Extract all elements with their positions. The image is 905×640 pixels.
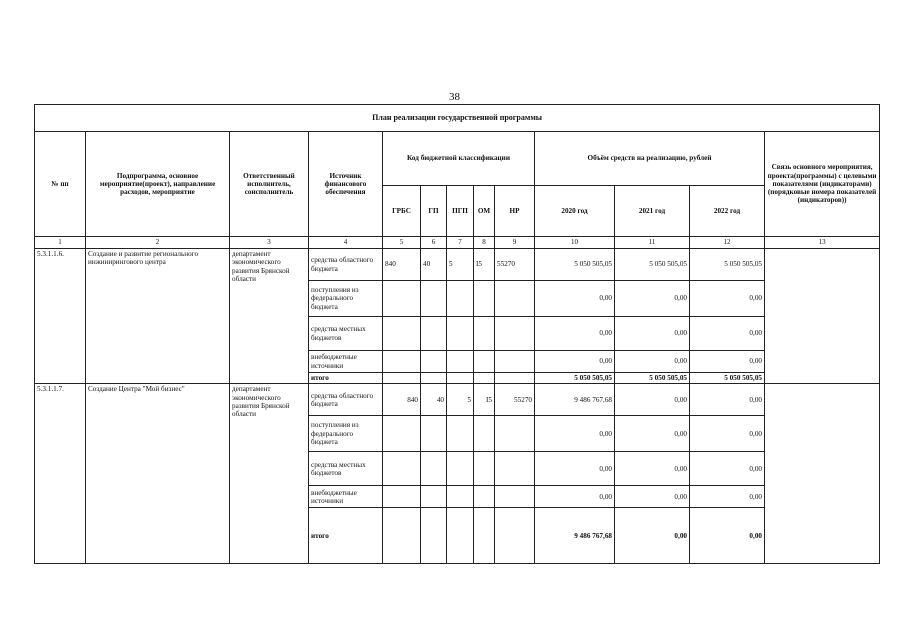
header-program: Подпрограмма, основное мероприятие(проект), направление расходов, мероприятие: [86, 132, 230, 237]
value-2021: 0,00: [615, 416, 690, 452]
grbs-cell: [383, 281, 421, 317]
grbs-cell: [383, 508, 421, 564]
header-om: ОМ: [474, 186, 495, 237]
link-cell: [765, 249, 880, 384]
value-2020: 0,00: [535, 486, 615, 508]
value-2022: 0,00: [690, 452, 765, 486]
column-number: 3: [230, 237, 309, 249]
nr-cell: 55270: [495, 249, 535, 281]
nr-cell: [495, 452, 535, 486]
value-2022: 0,00: [690, 384, 765, 416]
source-cell: поступления из федерального бюджета: [309, 281, 383, 317]
header-gp: ГП: [421, 186, 447, 237]
pgp-cell: [447, 486, 474, 508]
column-number: 1: [35, 237, 86, 249]
header-2021: 2021 год: [615, 186, 690, 237]
source-cell: средства местных бюджетов: [309, 452, 383, 486]
value-2022: 0,00: [690, 508, 765, 564]
header-2022: 2022 год: [690, 186, 765, 237]
program-plan-table: [34, 104, 880, 564]
pgp-cell: [447, 317, 474, 351]
header-link: Связь основного мероприятия, проекта(программы) с целевыми показателями (индикаторами) (порядковые номера показателей (индикаторов)): [765, 132, 880, 237]
value-2022: 0,00: [690, 281, 765, 317]
value-2021: 0,00: [615, 281, 690, 317]
value-2020: 5 050 505,05: [535, 373, 615, 384]
pgp-cell: [447, 452, 474, 486]
om-cell: [474, 373, 495, 384]
value-2021: 0,00: [615, 351, 690, 373]
entry-code: 5.3.1.1.6.: [35, 249, 86, 384]
value-2021: 0,00: [615, 317, 690, 351]
table-title: План реализации государственной программы: [35, 105, 880, 132]
header-2020: 2020 год: [535, 186, 615, 237]
value-2020: 0,00: [535, 317, 615, 351]
pgp-cell: [447, 281, 474, 317]
entry-responsible: департамент экономического развития Брянской области: [230, 249, 309, 384]
column-number: 9: [495, 237, 535, 249]
pgp-cell: [447, 508, 474, 564]
source-cell: средства областного бюджета: [309, 249, 383, 281]
grbs-cell: 840: [383, 384, 421, 416]
value-2021: 5 050 505,05: [615, 249, 690, 281]
table-row: [35, 384, 880, 416]
entry-name: Создание и развитие регионального инжинирингового центра: [86, 249, 230, 384]
header-budget-code: Код бюджетной классификации: [383, 132, 535, 186]
nr-cell: [495, 416, 535, 452]
header-pgp: ПГП: [447, 186, 474, 237]
gp-cell: 40: [421, 249, 447, 281]
om-cell: [474, 351, 495, 373]
column-number: 2: [86, 237, 230, 249]
nr-cell: [495, 508, 535, 564]
nr-cell: [495, 317, 535, 351]
entry-code: 5.3.1.1.7.: [35, 384, 86, 564]
nr-cell: [495, 373, 535, 384]
grbs-cell: [383, 452, 421, 486]
gp-cell: [421, 317, 447, 351]
om-cell: [474, 416, 495, 452]
value-2022: 0,00: [690, 416, 765, 452]
entry-name: Создание Центра "Мой бизнес": [86, 384, 230, 564]
column-number: 12: [690, 237, 765, 249]
column-number: 13: [765, 237, 880, 249]
gp-cell: [421, 452, 447, 486]
value-2020: 0,00: [535, 416, 615, 452]
source-cell: поступления из федерального бюджета: [309, 416, 383, 452]
source-cell: внебюджетные источники: [309, 486, 383, 508]
table-row: [35, 249, 880, 281]
gp-cell: 40: [421, 384, 447, 416]
grbs-cell: [383, 486, 421, 508]
value-2022: 0,00: [690, 486, 765, 508]
value-2020: 0,00: [535, 281, 615, 317]
pgp-cell: [447, 416, 474, 452]
om-cell: I5: [474, 384, 495, 416]
gp-cell: [421, 508, 447, 564]
value-2020: 9 486 767,68: [535, 508, 615, 564]
gp-cell: [421, 281, 447, 317]
value-2020: 9 486 767,68: [535, 384, 615, 416]
nr-cell: [495, 351, 535, 373]
value-2022: 5 050 505,05: [690, 373, 765, 384]
gp-cell: [421, 351, 447, 373]
gp-cell: [421, 416, 447, 452]
value-2021: 0,00: [615, 452, 690, 486]
grbs-cell: [383, 351, 421, 373]
value-2021: 0,00: [615, 486, 690, 508]
entry-responsible: департамент экономического развития Брянской области: [230, 384, 309, 564]
pgp-cell: [447, 373, 474, 384]
grbs-cell: [383, 416, 421, 452]
source-cell: итого: [309, 508, 383, 564]
column-number: 8: [474, 237, 495, 249]
column-number: 4: [309, 237, 383, 249]
source-cell: итого: [309, 373, 383, 384]
grbs-cell: [383, 373, 421, 384]
source-cell: средства областного бюджета: [309, 384, 383, 416]
header-volume: Объём средств на реализацию, рублей: [535, 132, 765, 186]
om-cell: [474, 452, 495, 486]
value-2020: 0,00: [535, 351, 615, 373]
pgp-cell: 5: [447, 384, 474, 416]
column-number: 7: [447, 237, 474, 249]
column-numbers-row: [35, 237, 880, 249]
value-2021: 0,00: [615, 384, 690, 416]
gp-cell: [421, 486, 447, 508]
value-2021: 5 050 505,05: [615, 373, 690, 384]
source-cell: средства местных бюджетов: [309, 317, 383, 351]
pgp-cell: [447, 351, 474, 373]
pgp-cell: 5: [447, 249, 474, 281]
page-number: 38: [449, 91, 460, 103]
header-source: Источник финансового обеспечения: [309, 132, 383, 237]
nr-cell: [495, 486, 535, 508]
value-2022: 5 050 505,05: [690, 249, 765, 281]
source-cell: внебюджетные источники: [309, 351, 383, 373]
value-2020: 0,00: [535, 452, 615, 486]
om-cell: [474, 486, 495, 508]
om-cell: [474, 508, 495, 564]
value-2021: 0,00: [615, 508, 690, 564]
table-body: [35, 249, 880, 564]
header-responsible: Ответственный исполнитель, соисполнитель: [230, 132, 309, 237]
grbs-cell: [383, 317, 421, 351]
column-number: 6: [421, 237, 447, 249]
column-number: 5: [383, 237, 421, 249]
om-cell: I5: [474, 249, 495, 281]
header-grbs: ГРБС: [383, 186, 421, 237]
column-number: 10: [535, 237, 615, 249]
header-num: № пп: [35, 132, 86, 237]
nr-cell: [495, 281, 535, 317]
link-cell: [765, 384, 880, 564]
value-2020: 5 050 505,05: [535, 249, 615, 281]
grbs-cell: 840: [383, 249, 421, 281]
header-nr: НР: [495, 186, 535, 237]
value-2022: 0,00: [690, 351, 765, 373]
om-cell: [474, 317, 495, 351]
column-number: 11: [615, 237, 690, 249]
value-2022: 0,00: [690, 317, 765, 351]
gp-cell: [421, 373, 447, 384]
om-cell: [474, 281, 495, 317]
nr-cell: 55270: [495, 384, 535, 416]
